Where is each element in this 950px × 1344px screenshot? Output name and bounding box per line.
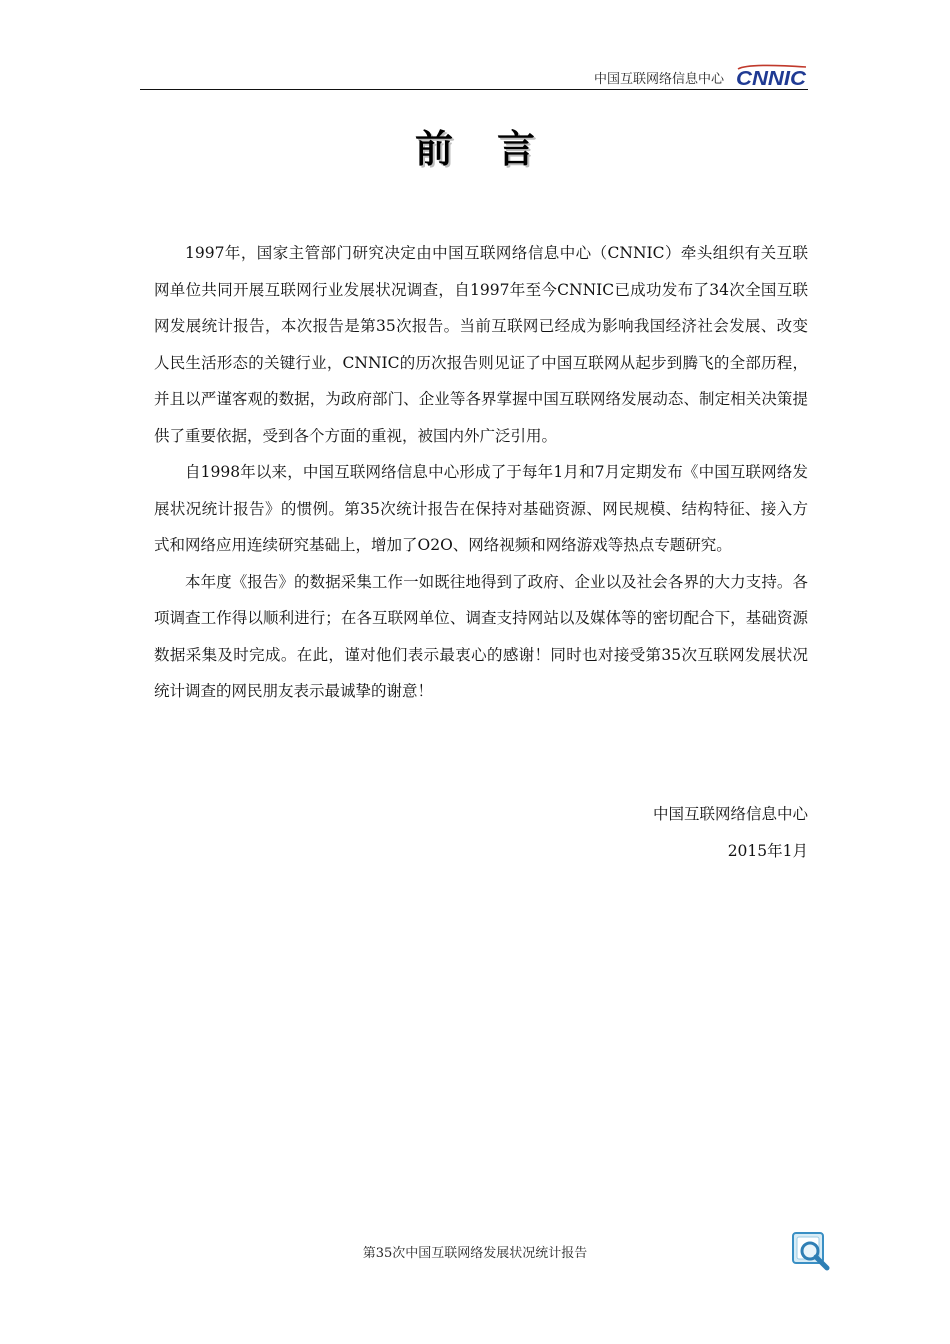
page-header bbox=[140, 64, 808, 88]
preface-body bbox=[154, 235, 808, 710]
signature-date: 2015年1月 bbox=[727, 841, 808, 860]
paragraph: 自1998年以来，中国互联网络信息中心形成了于每年1月和7月定期发布《中国互联网络发展状况统计报告》的惯例。第35次统计报告在保持对基础资源、网民规模、结构特征、接入方式和网络应用连续研究基础上，增加了O2O、网络视频和网络游戏等热点专题研究。 bbox=[154, 463, 808, 554]
paragraph: 本年度《报告》的数据采集工作一如既往地得到了政府、企业以及社会各界的大力支持。各项调查工作得以顺利进行；在各互联网单位、调查支持网站以及媒体等的密切配合下，基础资源数据采集及时完成。在此，谨对他们表示最衷心的感谢！同时也对接受第35次互联网发展状况统计调查的网民朋友表示最诚挚的谢意！ bbox=[154, 572, 808, 700]
paragraph: 1997年，国家主管部门研究决定由中国互联网络信息中心（CNNIC）牵头组织有关互联网单位共同开展互联网行业发展状况调查，自1997年至今CNNIC已成功发布了34次全国互联网发展统计报告，本次报告是第35次报告。当前互联网已经成为影响我国经济社会发展、改变人民生活形态的关键行业，CNNIC的历次报告则见证了中国互联网从起步到腾飞的全部历程，并且以严谨客观的数据，为政府部门、企业等各界掌握中国互联网络发展动态、制定相关决策提供了重要依据，受到各个方面的重视，被国内外广泛引用。 bbox=[154, 244, 808, 445]
cnnic-logo bbox=[736, 64, 808, 88]
header-divider bbox=[140, 89, 808, 90]
signature-block bbox=[653, 796, 808, 869]
header-org-name: 中国互联网络信息中心 bbox=[593, 72, 724, 87]
svg-text:CNNIC: CNNIC bbox=[736, 68, 807, 88]
page-title: 前言 bbox=[414, 126, 579, 171]
footer-report-name: 第35次中国互联网络发展状况统计报告 bbox=[362, 1246, 588, 1261]
magnifier-icon bbox=[792, 1232, 832, 1272]
signature-org: 中国互联网络信息中心 bbox=[652, 805, 808, 823]
